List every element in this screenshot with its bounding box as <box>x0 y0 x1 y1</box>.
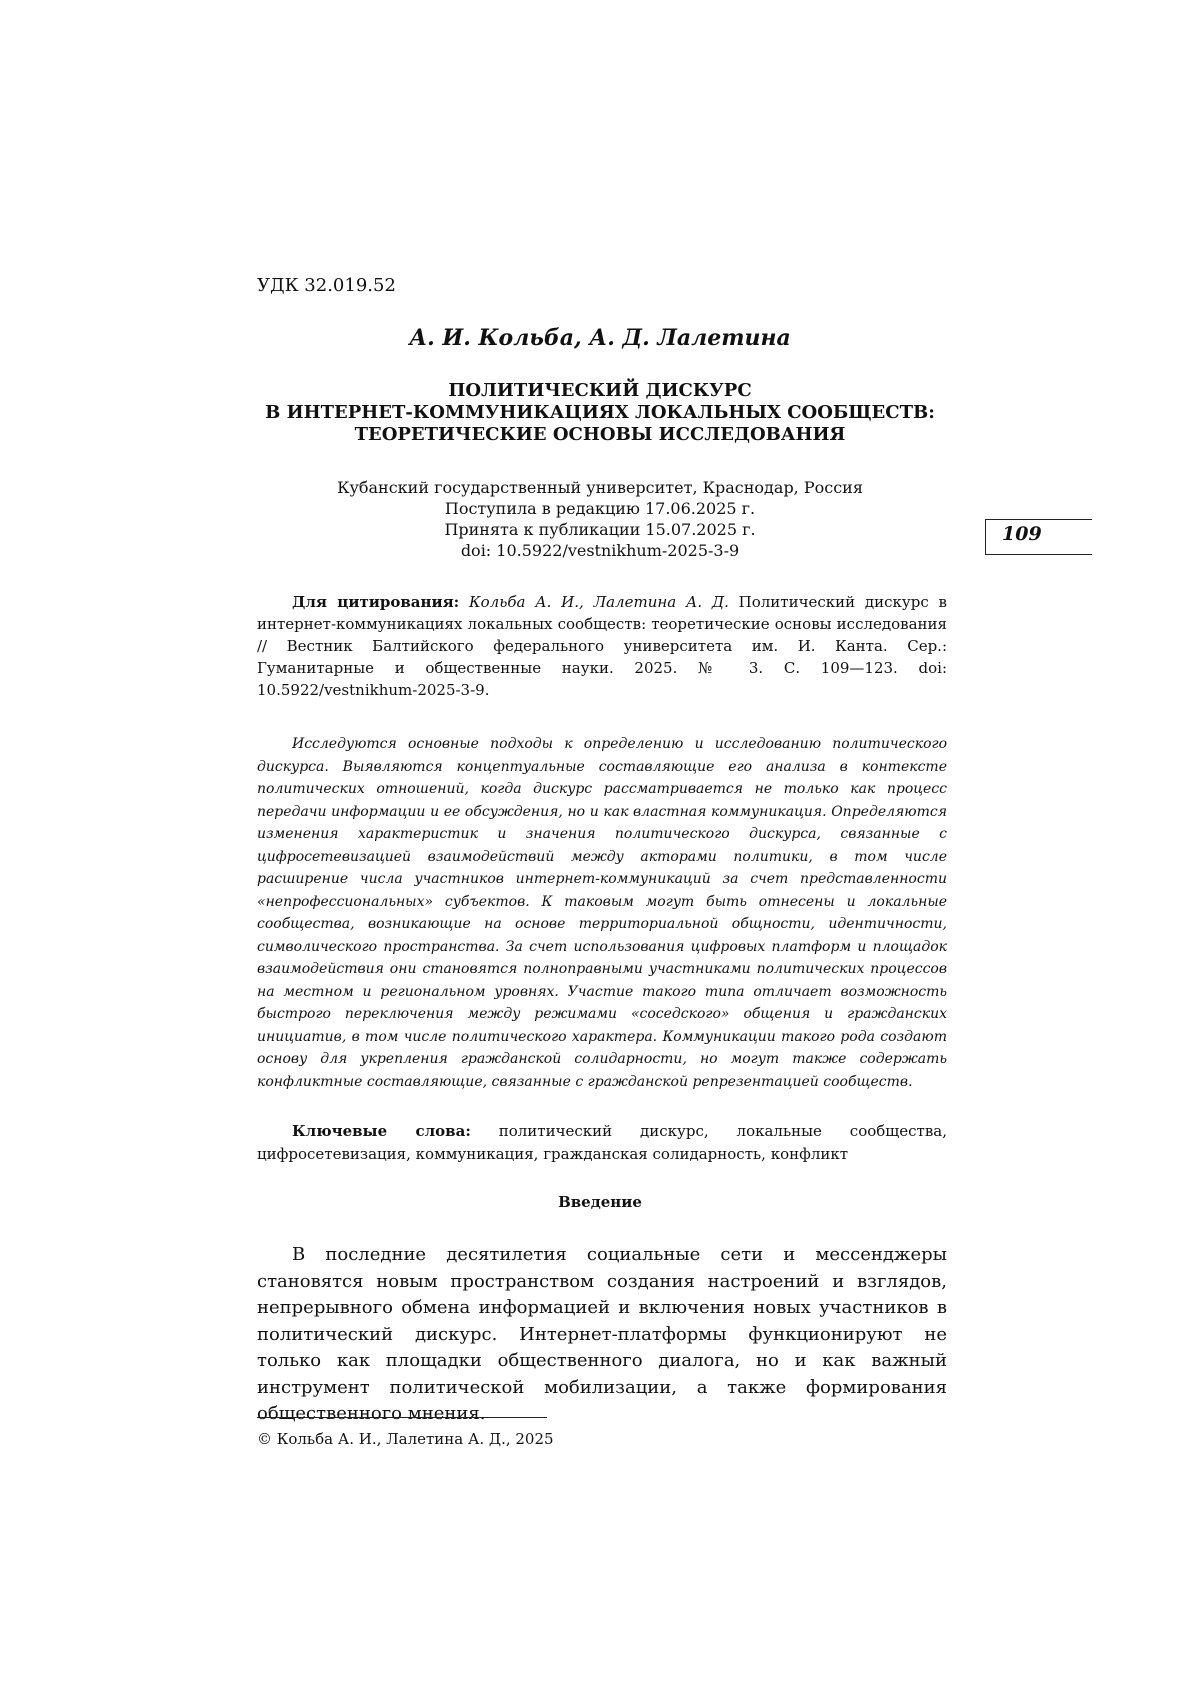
received-date: Поступила в редакцию 17.06.2025 г. <box>444 499 756 518</box>
keywords-block <box>257 1120 947 1166</box>
section-heading: Введение <box>558 1193 642 1211</box>
article-authors: А. И. Кольба, А. Д. Лалетина <box>409 325 791 351</box>
copyright-note: © Кольба А. И., Лалетина А. Д., 2025 <box>257 1430 554 1448</box>
title-line-3: ТЕОРЕТИЧЕСКИЕ ОСНОВЫ ИССЛЕДОВАНИЯ <box>354 424 846 445</box>
citation-label: Для цитирования: <box>292 593 460 611</box>
title-line-2: В ИНТЕРНЕТ-КОММУНИКАЦИЯХ ЛОКАЛЬНЫХ СООБЩЕСТВ: <box>265 402 935 423</box>
title-line-1: ПОЛИТИЧЕСКИЙ ДИСКУРС <box>448 380 752 401</box>
accepted-date: Принята к публикации 15.07.2025 г. <box>444 520 756 539</box>
article-title <box>230 380 970 446</box>
udc-code: УДК 32.019.52 <box>257 275 396 296</box>
intro-paragraph: В последние десятилетия социальные сети и мессенджеры становятся новым пространством создания настроений и взглядов, непрерывного обмена информацией и включения новых участников в политический дискурс. Интернет-платформы функционируют не только как площадки общественного диалога, но и как важный инструмент политической мобилизации, а также формирования общественного мнения. <box>257 1244 947 1424</box>
article-info <box>230 477 970 561</box>
citation-text: Политический дискурс в интернет-коммуникациях локальных сообществ: теоретические основы исследования // Вестник Балтийского федерального университета им. И. Канта. Сер.: Гуманитарные и общественные науки. 2025. № 3. С. 109—123. doi: 10.5922/vestnikhum-2025-3-9. <box>257 593 947 699</box>
page-number: 109 <box>1002 523 1042 545</box>
citation-authors: Кольба А. И., Лалетина А. Д. <box>469 593 729 611</box>
footnote-divider <box>257 1417 547 1418</box>
abstract: Исследуются основные подходы к определению и исследованию политического дискурса. Выявляются концептуальные составляющие его анализа в контексте политических отношений, когда дискурс рассматривается не только как процесс передачи информации и ее обсуждения, но и как властная коммуникация. Определяются изменения характеристик и значения политического дискурса, связанные с цифросетевизацией взаимодействий между акторами политики, в том числе расширение числа участников интернет-коммуникаций за счет представленности «непрофессиональных» субъектов. К таковым могут быть отнесены и локальные сообщества, возникающие на основе территориальной общности, идентичности, символического пространства. За счет использования цифровых платформ и площадок взаимодействия они становятся полноправными участниками политических процессов на местном и региональном уровнях. Участие такого типа отличает возможность быстрого переключения между режимами «соседского» общения и гражданских инициатив, в том числе политического характера. Коммуникации такого рода создают основу для укрепления гражданской солидарности, но могут также содержать конфликтные составляющие, связанные с гражданской репрезентацией сообществ. <box>257 736 947 1090</box>
affiliation: Кубанский государственный университет, Краснодар, Россия <box>337 478 863 497</box>
keywords-label: Ключевые слова: <box>292 1122 471 1140</box>
citation-block <box>257 591 947 701</box>
keywords-text: политический дискурс, локальные сообщества, цифросетевизация, коммуникация, гражданская солидарность, конфликт <box>257 1122 947 1163</box>
doi: doi: 10.5922/vestnikhum-2025-3-9 <box>460 541 740 560</box>
